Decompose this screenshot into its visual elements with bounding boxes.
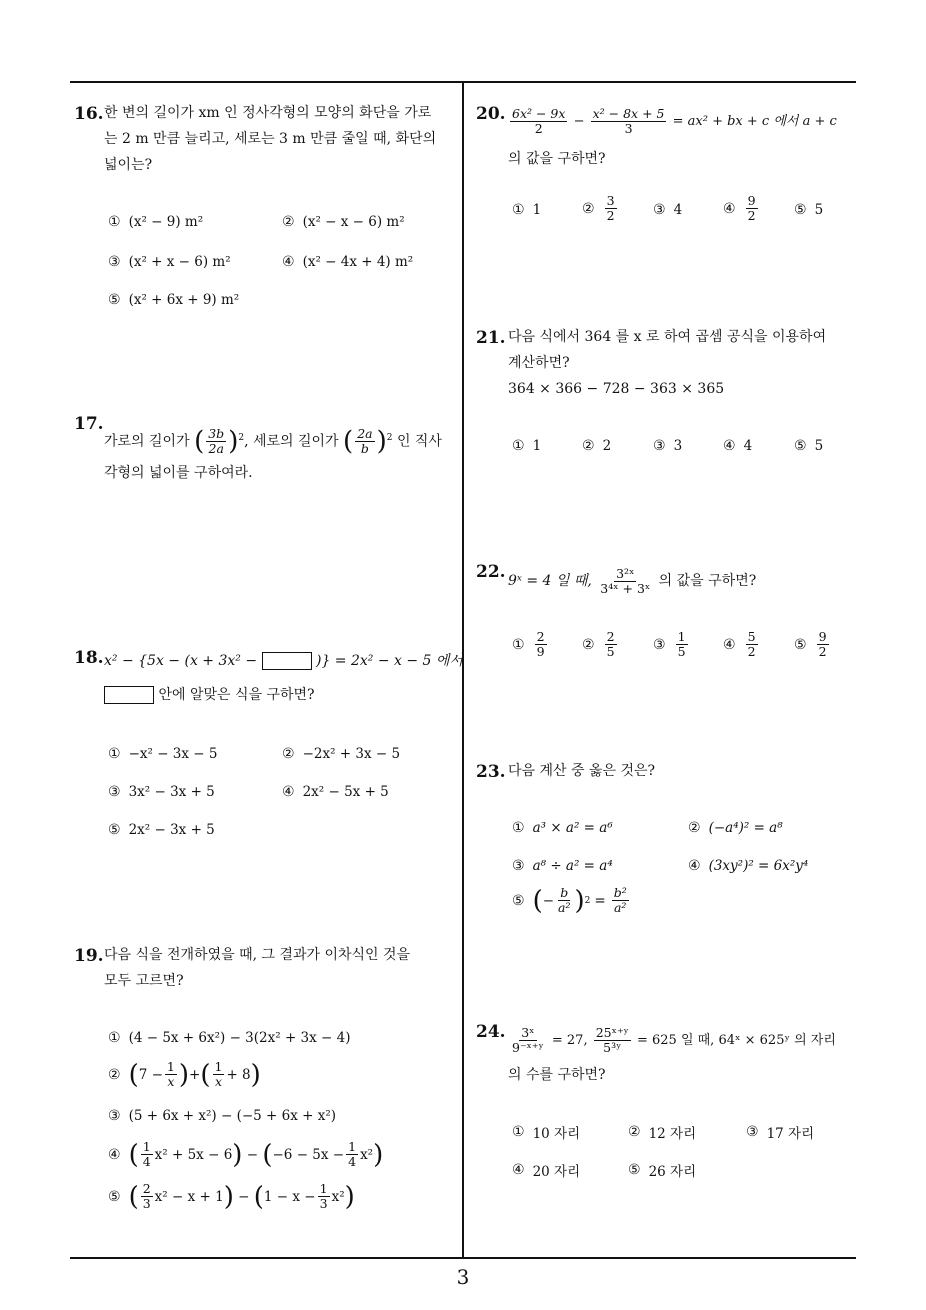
question-text: = ax² + bx + c 에서 a + c bbox=[672, 114, 837, 129]
option-2[interactable]: ② 12 자리 bbox=[628, 1124, 697, 1142]
question-number: 24. bbox=[476, 1022, 506, 1042]
fraction: $\frac{1}{4}$ bbox=[348, 1139, 357, 1169]
fraction: $\frac{\text{b²}}{\text{a²}}$ bbox=[613, 885, 627, 915]
option-4[interactable]: ④ 20 자리 bbox=[512, 1162, 581, 1180]
question-text-line: 의 수를 구하면? bbox=[508, 1067, 606, 1083]
fraction: $\frac{2}{3}$ bbox=[142, 1181, 151, 1211]
option-3[interactable]: ③ 3 bbox=[653, 438, 683, 454]
option-text: 1 bbox=[532, 202, 542, 218]
option-1[interactable]: ① 1 bbox=[512, 202, 542, 218]
question-number: 19. bbox=[74, 946, 104, 966]
option-text: 10 자리 bbox=[532, 1126, 581, 1142]
question-text-line: 다음 식에서 364 를 x 로 하여 곱셈 공식을 이용하여 bbox=[508, 329, 827, 345]
option-5[interactable]: ⑤ 2x² − 3x + 5 bbox=[108, 822, 215, 838]
option-3[interactable]: ③ 17 자리 bbox=[746, 1124, 815, 1142]
question-text: 9ˣ = 4 일 때, bbox=[508, 573, 592, 589]
expression: )} = 2x² − x − 5 에서 bbox=[315, 653, 463, 669]
option-3[interactable]: ③ a⁸ ÷ a² = a⁴ bbox=[512, 858, 613, 874]
option-5[interactable]: ⑤ ( $\frac{2}{3}$ x² − x + 1 ) − ( 1 − x − $\frac{1}{3}$ x² ) bbox=[108, 1181, 355, 1212]
question-text: 의 값을 구하면? bbox=[658, 573, 757, 589]
question-text-line: 계산하면? bbox=[508, 355, 570, 371]
question-number: 23. bbox=[476, 762, 506, 782]
fraction: $\frac{9}{2}$ bbox=[747, 193, 756, 223]
option-text: 3 bbox=[673, 438, 683, 454]
fraction: $\frac{3}{2}$ bbox=[606, 193, 615, 223]
option-4[interactable]: ④ 4 bbox=[723, 438, 753, 454]
fraction: $\frac{2}{5}$ bbox=[606, 629, 615, 659]
question-text-line: 넓이는? bbox=[104, 157, 153, 173]
fraction: $\frac{5}{2}$ bbox=[747, 629, 756, 659]
fraction: $\frac{3b}{2a}$ bbox=[208, 426, 225, 457]
option-1[interactable]: ① 1 bbox=[512, 438, 542, 454]
fraction: $\frac{1}{3}$ bbox=[319, 1181, 328, 1211]
fraction: $\frac{1}{5}$ bbox=[677, 629, 686, 659]
option-text: (x² − x − 6) m² bbox=[302, 214, 405, 230]
option-3[interactable]: ③ (x² + x − 6) m² bbox=[108, 254, 231, 270]
question-number: 16. bbox=[74, 104, 104, 124]
option-2[interactable]: ② $\frac{2}{5}$ bbox=[582, 629, 615, 659]
option-2[interactable]: ② −2x² + 3x − 5 bbox=[282, 746, 401, 762]
option-text: 5 bbox=[814, 438, 824, 454]
option-text: 12 자리 bbox=[648, 1126, 697, 1142]
fraction: $\frac{2}{9}$ bbox=[536, 629, 545, 659]
option-1[interactable]: ① 10 자리 bbox=[512, 1124, 581, 1142]
question-text: 가로의 길이가 bbox=[104, 433, 190, 450]
option-text: (x² + 6x + 9) m² bbox=[128, 292, 240, 308]
question-text: 안에 알맞은 식을 구하면? bbox=[158, 687, 315, 703]
option-text: −x² − 3x − 5 bbox=[128, 746, 218, 762]
option-text: −2x² + 3x − 5 bbox=[302, 746, 401, 762]
fraction: $\frac{1}{x}$ bbox=[214, 1059, 223, 1089]
answer-blank-box bbox=[262, 652, 312, 670]
question-number: 20. bbox=[476, 104, 506, 124]
option-5[interactable]: ⑤ $\frac{9}{2}$ bbox=[794, 629, 827, 659]
question-number: 17. bbox=[74, 414, 104, 434]
option-4[interactable]: ④ (x² − 4x + 4) m² bbox=[282, 254, 414, 270]
option-2[interactable]: ② (x² − x − 6) m² bbox=[282, 214, 405, 230]
option-text: 26 자리 bbox=[648, 1164, 697, 1180]
expression: x² − {5x − (x + 3x² − bbox=[104, 653, 258, 669]
fraction: $\frac{\text{3ˣ}}{\text{9⁻ˣ⁺ʸ}}$ bbox=[512, 1025, 544, 1055]
option-text: 5 bbox=[814, 202, 824, 218]
option-2[interactable]: ② 2 bbox=[582, 438, 612, 454]
bottom-rule bbox=[70, 1257, 856, 1259]
option-4[interactable]: ④ ( $\frac{1}{4}$ x² + 5x − 6 ) − ( −6 − 5x − $\frac{1}{4}$ x² ) bbox=[108, 1139, 384, 1170]
option-5[interactable]: ⑤ ( − $\frac{b}{\text{a²}}$ ) 2 = $\frac{\text{b²}}{\text{a²}}$ bbox=[512, 885, 627, 916]
option-4[interactable]: ④ $\frac{9}{2}$ bbox=[723, 193, 756, 223]
option-1[interactable]: ① a³ × a² = a⁶ bbox=[512, 820, 613, 836]
question-number: 18. bbox=[74, 648, 104, 668]
option-text: 2 bbox=[602, 438, 612, 454]
option-text: (x² − 4x + 4) m² bbox=[302, 254, 414, 270]
question-text-line: 는 2 m 만큼 늘리고, 세로는 3 m 만큼 줄일 때, 화단의 bbox=[104, 131, 437, 147]
option-text: 2x² − 5x + 5 bbox=[302, 784, 389, 800]
option-1[interactable]: ① $\frac{2}{9}$ bbox=[512, 629, 545, 659]
option-4[interactable]: ④ (3xy²)² = 6x²y⁴ bbox=[688, 858, 809, 874]
question-number: 22. bbox=[476, 562, 506, 582]
option-text: a⁸ ÷ a² = a⁴ bbox=[532, 858, 613, 874]
option-text: 2x² − 3x + 5 bbox=[128, 822, 215, 838]
option-text: 17 자리 bbox=[766, 1126, 815, 1142]
option-4[interactable]: ④ 2x² − 5x + 5 bbox=[282, 784, 389, 800]
fraction: $\frac{1}{x}$ bbox=[166, 1059, 175, 1089]
fraction: $\frac{1}{4}$ bbox=[142, 1139, 151, 1169]
fraction: $\frac{9}{2}$ bbox=[818, 629, 827, 659]
expression: 364 × 366 − 728 − 363 × 365 bbox=[508, 381, 725, 397]
option-1[interactable]: ① −x² − 3x − 5 bbox=[108, 746, 218, 762]
option-text: (5 + 6x + x²) − (−5 + 6x + x²) bbox=[128, 1108, 337, 1124]
question-text: = 625 일 때, 64ˣ × 625ʸ 의 자리 bbox=[636, 1033, 836, 1048]
question-number: 21. bbox=[476, 328, 506, 348]
question-text-line: 각형의 넓이를 구하여라. bbox=[104, 465, 253, 481]
option-text: 4 bbox=[743, 438, 753, 454]
option-text: 3x² − 3x + 5 bbox=[128, 784, 215, 800]
option-5[interactable]: ⑤ 5 bbox=[794, 202, 824, 218]
question-text-line: 다음 식을 전개하였을 때, 그 결과가 이차식인 것을 bbox=[104, 947, 411, 963]
option-text: (3xy²)² = 6x²y⁴ bbox=[708, 858, 809, 874]
option-2[interactable]: ② (−a⁴)² = a⁸ bbox=[688, 820, 783, 836]
option-text: 4 bbox=[673, 202, 683, 218]
option-text: 1 bbox=[532, 438, 542, 454]
fraction: $\frac{\text{3²ˣ}}{\text{3⁴ˣ + 3ˣ}}$ bbox=[600, 565, 651, 596]
question-text: , 세로의 길이가 bbox=[244, 433, 339, 450]
option-2[interactable]: ② ( 7 − $\frac{1}{x}$ ) + ( $\frac{1}{x}$ + 8 ) bbox=[108, 1059, 261, 1090]
option-text: (4 − 5x + 6x²) − 3(2x² + 3x − 4) bbox=[128, 1030, 351, 1046]
answer-blank-box bbox=[104, 686, 154, 704]
option-1[interactable]: ① (4 − 5x + 6x²) − 3(2x² + 3x − 4) bbox=[108, 1030, 351, 1046]
page-number: 3 bbox=[456, 1265, 470, 1289]
option-1[interactable]: ① (x² − 9) m² bbox=[108, 214, 204, 230]
question-text: 인 직사 bbox=[396, 433, 442, 450]
question-text-line: 모두 고르면? bbox=[104, 973, 184, 989]
option-3[interactable]: ③ (5 + 6x + x²) − (−5 + 6x + x²) bbox=[108, 1108, 337, 1124]
fraction: $\frac{\text{25ˣ⁺ʸ}}{\text{5³ʸ}}$ bbox=[595, 1025, 629, 1055]
option-text: (x² + x − 6) m² bbox=[128, 254, 231, 270]
option-3[interactable]: ③ 3x² − 3x + 5 bbox=[108, 784, 215, 800]
question-text-line: 의 값을 구하면? bbox=[508, 151, 606, 167]
fraction: $\frac{\text{x² − 8x + 5}}{3}$ bbox=[592, 106, 665, 136]
option-text: 20 자리 bbox=[532, 1164, 581, 1180]
option-3[interactable]: ③ 4 bbox=[653, 202, 683, 218]
option-text: a³ × a² = a⁶ bbox=[532, 820, 613, 836]
option-5[interactable]: ⑤ (x² + 6x + 9) m² bbox=[108, 292, 240, 308]
option-5[interactable]: ⑤ 26 자리 bbox=[628, 1162, 697, 1180]
option-text: (−a⁴)² = a⁸ bbox=[708, 820, 783, 836]
option-text: (x² − 9) m² bbox=[128, 214, 204, 230]
fraction: $\frac{2a}{b}$ bbox=[357, 426, 373, 457]
option-3[interactable]: ③ $\frac{1}{5}$ bbox=[653, 629, 686, 659]
question-text-line: 한 변의 길이가 xm 인 정사각형의 모양의 화단을 가로 bbox=[104, 105, 432, 121]
fraction: $\frac{\text{6x² − 9x}}{2}$ bbox=[512, 106, 566, 136]
fraction: $\frac{b}{\text{a²}}$ bbox=[558, 885, 571, 915]
question-text-line: 다음 계산 중 옳은 것은? bbox=[508, 763, 656, 779]
option-2[interactable]: ② $\frac{3}{2}$ bbox=[582, 193, 615, 223]
option-4[interactable]: ④ $\frac{5}{2}$ bbox=[723, 629, 756, 659]
option-5[interactable]: ⑤ 5 bbox=[794, 438, 824, 454]
